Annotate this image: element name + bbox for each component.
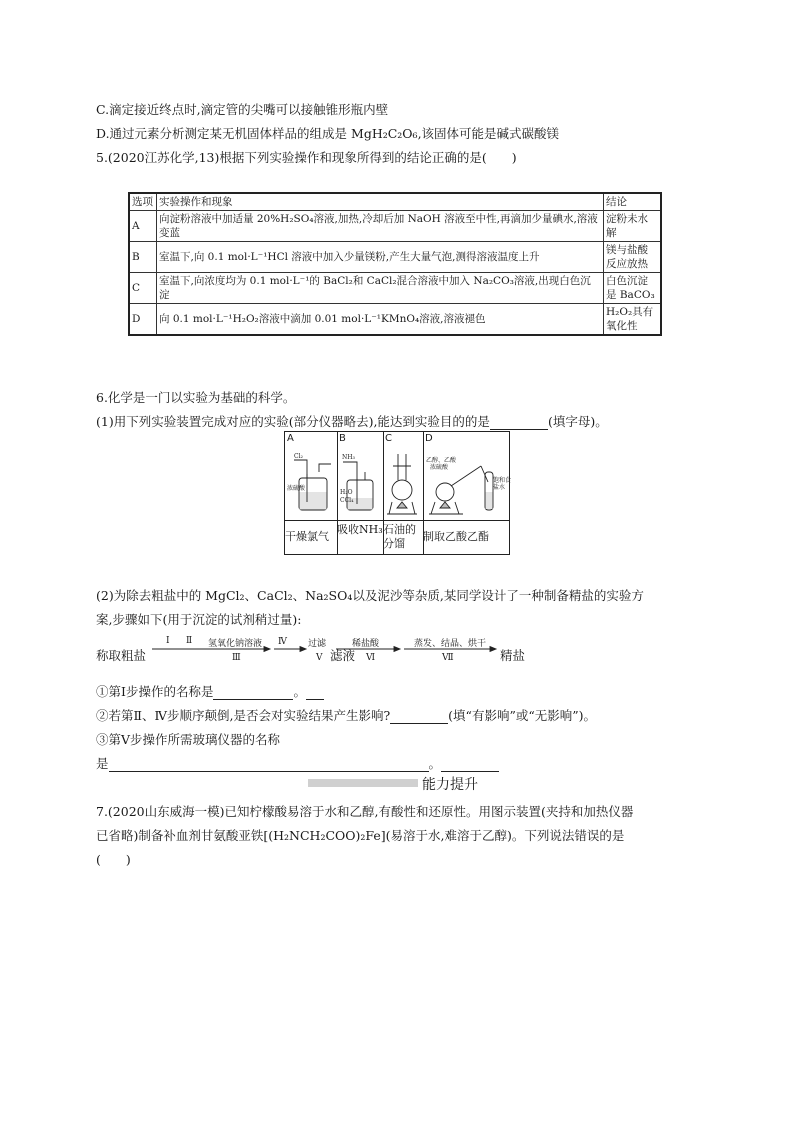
section-bar — [308, 779, 418, 787]
option-c-text: C.滴定接近终点时,滴定管的尖嘴可以接触锥形瓶内壁 — [96, 102, 389, 117]
apparatus-drawings — [285, 432, 512, 520]
flow-start: 称取粗盐 — [96, 648, 147, 663]
flow-step-7: Ⅶ — [442, 653, 454, 663]
flow-mid: 滤液 — [330, 648, 356, 663]
flow-step-4: Ⅳ — [278, 637, 287, 647]
q5-table — [128, 192, 662, 336]
caption-a-text: 干燥氯气 — [285, 530, 329, 543]
q6-stem: 6.化学是一门以实验为基础的科学。 — [96, 390, 296, 405]
flow-step-5: Ⅴ — [316, 653, 323, 663]
q6-part1-suffix: (填字母)。 — [547, 414, 608, 429]
flow-op-5: 过滤 — [308, 639, 327, 649]
apparatus-figure — [284, 431, 510, 555]
flow-step-1: Ⅰ — [166, 636, 170, 646]
q7-line3: ( ) — [96, 852, 131, 867]
q5-row-b-option: B — [129, 242, 157, 273]
distilling-flask-c — [392, 480, 412, 500]
label-ccl4: CCl₄ — [340, 497, 354, 504]
q6-sub3-blank-tail — [441, 757, 499, 772]
flow-step-6: Ⅵ — [366, 653, 376, 663]
q6-sub1 — [96, 682, 324, 700]
q5-row-c-operation: 室温下,向浓度均为 0.1 mol·L⁻¹的 BaCl₂和 CaCl₂混合溶液中加入 Na₂CO₃溶液,出现白色沉淀 — [157, 273, 604, 304]
q7-line2: 已省略)制备补血剂甘氨酸亚铁[(H₂NCH₂COO)₂Fe](易溶于水,难溶于乙醇)。下列说法错误的是 — [96, 828, 625, 843]
q6-part2-line2: 案,步骤如下(用于沉淀的试剂稍过量): — [96, 612, 302, 627]
flow-op-7: 蒸发、结晶、烘干 — [414, 639, 487, 649]
section-heading — [308, 774, 548, 792]
q5-header-option: 选项 — [129, 193, 157, 211]
q5-row-a-conclusion: 淀粉未水解 — [604, 211, 662, 242]
apparatus-letter-a: A — [287, 433, 294, 444]
q5-header-operation: 实验操作和现象 — [157, 193, 604, 211]
q6-part2-line1: (2)为除去粗盐中的 MgCl₂、CaCl₂、Na₂SO₄以及泥沙等杂质,某同学设计了一种制备精盐的实验方 — [96, 588, 644, 603]
label-ethanol-acetic: 乙醇、乙酸 — [426, 457, 457, 464]
q5-row-c-option: C — [129, 273, 157, 304]
q6-sub1-blank[interactable] — [213, 685, 293, 700]
label-h2o: H₂O — [340, 489, 353, 496]
q6-sub2-blank[interactable] — [390, 709, 448, 724]
flow-step-2: Ⅱ — [186, 636, 193, 646]
label-conc-h2so4-a: 浓硫酸 — [287, 485, 306, 492]
flow-end: 精盐 — [500, 648, 526, 663]
option-d-text: D.通过元素分析测定某无机固体样品的组成是 MgH₂C₂O₆,该固体可能是碱式碳酸镁 — [96, 126, 560, 141]
caption-c — [383, 520, 424, 555]
label-cl2: Cl₂ — [294, 453, 303, 460]
q6-sub1-suffix: 。 — [293, 684, 306, 699]
apparatus-letter-d: D — [425, 433, 433, 444]
q7-line1: 7.(2020山东威海一模)已知柠檬酸易溶于水和乙醇,有酸性和还原性。用图示装置(夹持和加热仪器 — [96, 804, 634, 819]
apparatus-letter-b: B — [339, 433, 346, 444]
caption-b-text: 吸收NH₃ — [337, 523, 383, 536]
q6-sub1-blank-tail — [306, 685, 324, 700]
label-brine: 盐水 — [493, 484, 506, 491]
q6-sub2-suffix: (填“有影响”或“无影响”)。 — [448, 708, 596, 723]
apparatus-letter-c: C — [385, 433, 392, 444]
q5-row-d-operation: 向 0.1 mol·L⁻¹H₂O₂溶液中滴加 0.01 mol·L⁻¹KMnO₄溶液,溶液褪色 — [157, 304, 604, 336]
q6-sub3-text: 是 — [96, 756, 109, 771]
q6-part1-text: (1)用下列实验装置完成对应的实验(部分仪器略去),能达到实验目的的是 — [96, 414, 490, 429]
q5-header-row — [129, 193, 661, 211]
q5-row-b-conclusion: 镁与盐酸反应放热 — [604, 242, 662, 273]
table-row — [129, 242, 661, 273]
label-nh3: NH₃ — [342, 454, 355, 461]
q5-header-conclusion: 结论 — [604, 193, 662, 211]
q5-stem: 5.(2020江苏化学,13)根据下列实验操作和现象所得到的结论正确的是( ) — [96, 150, 517, 165]
q5-row-d-option: D — [129, 304, 157, 336]
q6-sub2-text: ②若第Ⅱ、Ⅳ步顺序颠倒,是否会对实验结果产生影响? — [96, 708, 391, 723]
flow-step-3: Ⅲ — [232, 653, 241, 663]
q6-sub3-blank[interactable] — [109, 757, 429, 772]
table-row — [129, 273, 661, 304]
label-conc-h2so4-d: 浓硫酸 — [430, 464, 449, 471]
q5-row-a-operation: 向淀粉溶液中加适量 20%H₂SO₄溶液,加热,冷却后加 NaOH 溶液至中性,再滴加少量碘水,溶液变蓝 — [157, 211, 604, 242]
caption-d-text: 制取乙酸乙酯 — [423, 530, 489, 543]
caption-b — [337, 520, 384, 555]
table-row — [129, 304, 661, 336]
flow-diagram — [96, 636, 536, 666]
caption-d — [423, 520, 509, 555]
q6-sub1-text: ①第Ⅰ步操作的名称是 — [96, 684, 214, 699]
q5-row-a-option: A — [129, 211, 157, 242]
q5-row-b-operation: 室温下,向 0.1 mol·L⁻¹HCl 溶液中加入少量镁粉,产生大量气泡,测得溶液温度上升 — [157, 242, 604, 273]
q5-row-d-conclusion: H₂O₂具有氧化性 — [604, 304, 662, 336]
q5-row-c-conclusion: 白色沉淀是 BaCO₃ — [604, 273, 662, 304]
caption-a — [285, 520, 338, 555]
q6-part1 — [96, 412, 608, 430]
label-saturated: 饱和食 — [493, 477, 512, 484]
q6-sub3-line2 — [96, 754, 499, 772]
section-title: 能力提升 — [422, 777, 478, 793]
flow-reagent-3: 氢氧化钠溶液 — [208, 639, 263, 649]
q6-sub3-line1: ③第Ⅴ步操作所需玻璃仪器的名称 — [96, 732, 281, 747]
caption-c-text: 石油的分馏 — [383, 523, 416, 550]
table-row — [129, 211, 661, 242]
flow-reagent-6: 稀盐酸 — [352, 639, 380, 649]
q6-sub2 — [96, 706, 596, 724]
q6-sub3-suffix: 。 — [428, 756, 442, 771]
q6-part1-blank[interactable] — [490, 415, 548, 430]
